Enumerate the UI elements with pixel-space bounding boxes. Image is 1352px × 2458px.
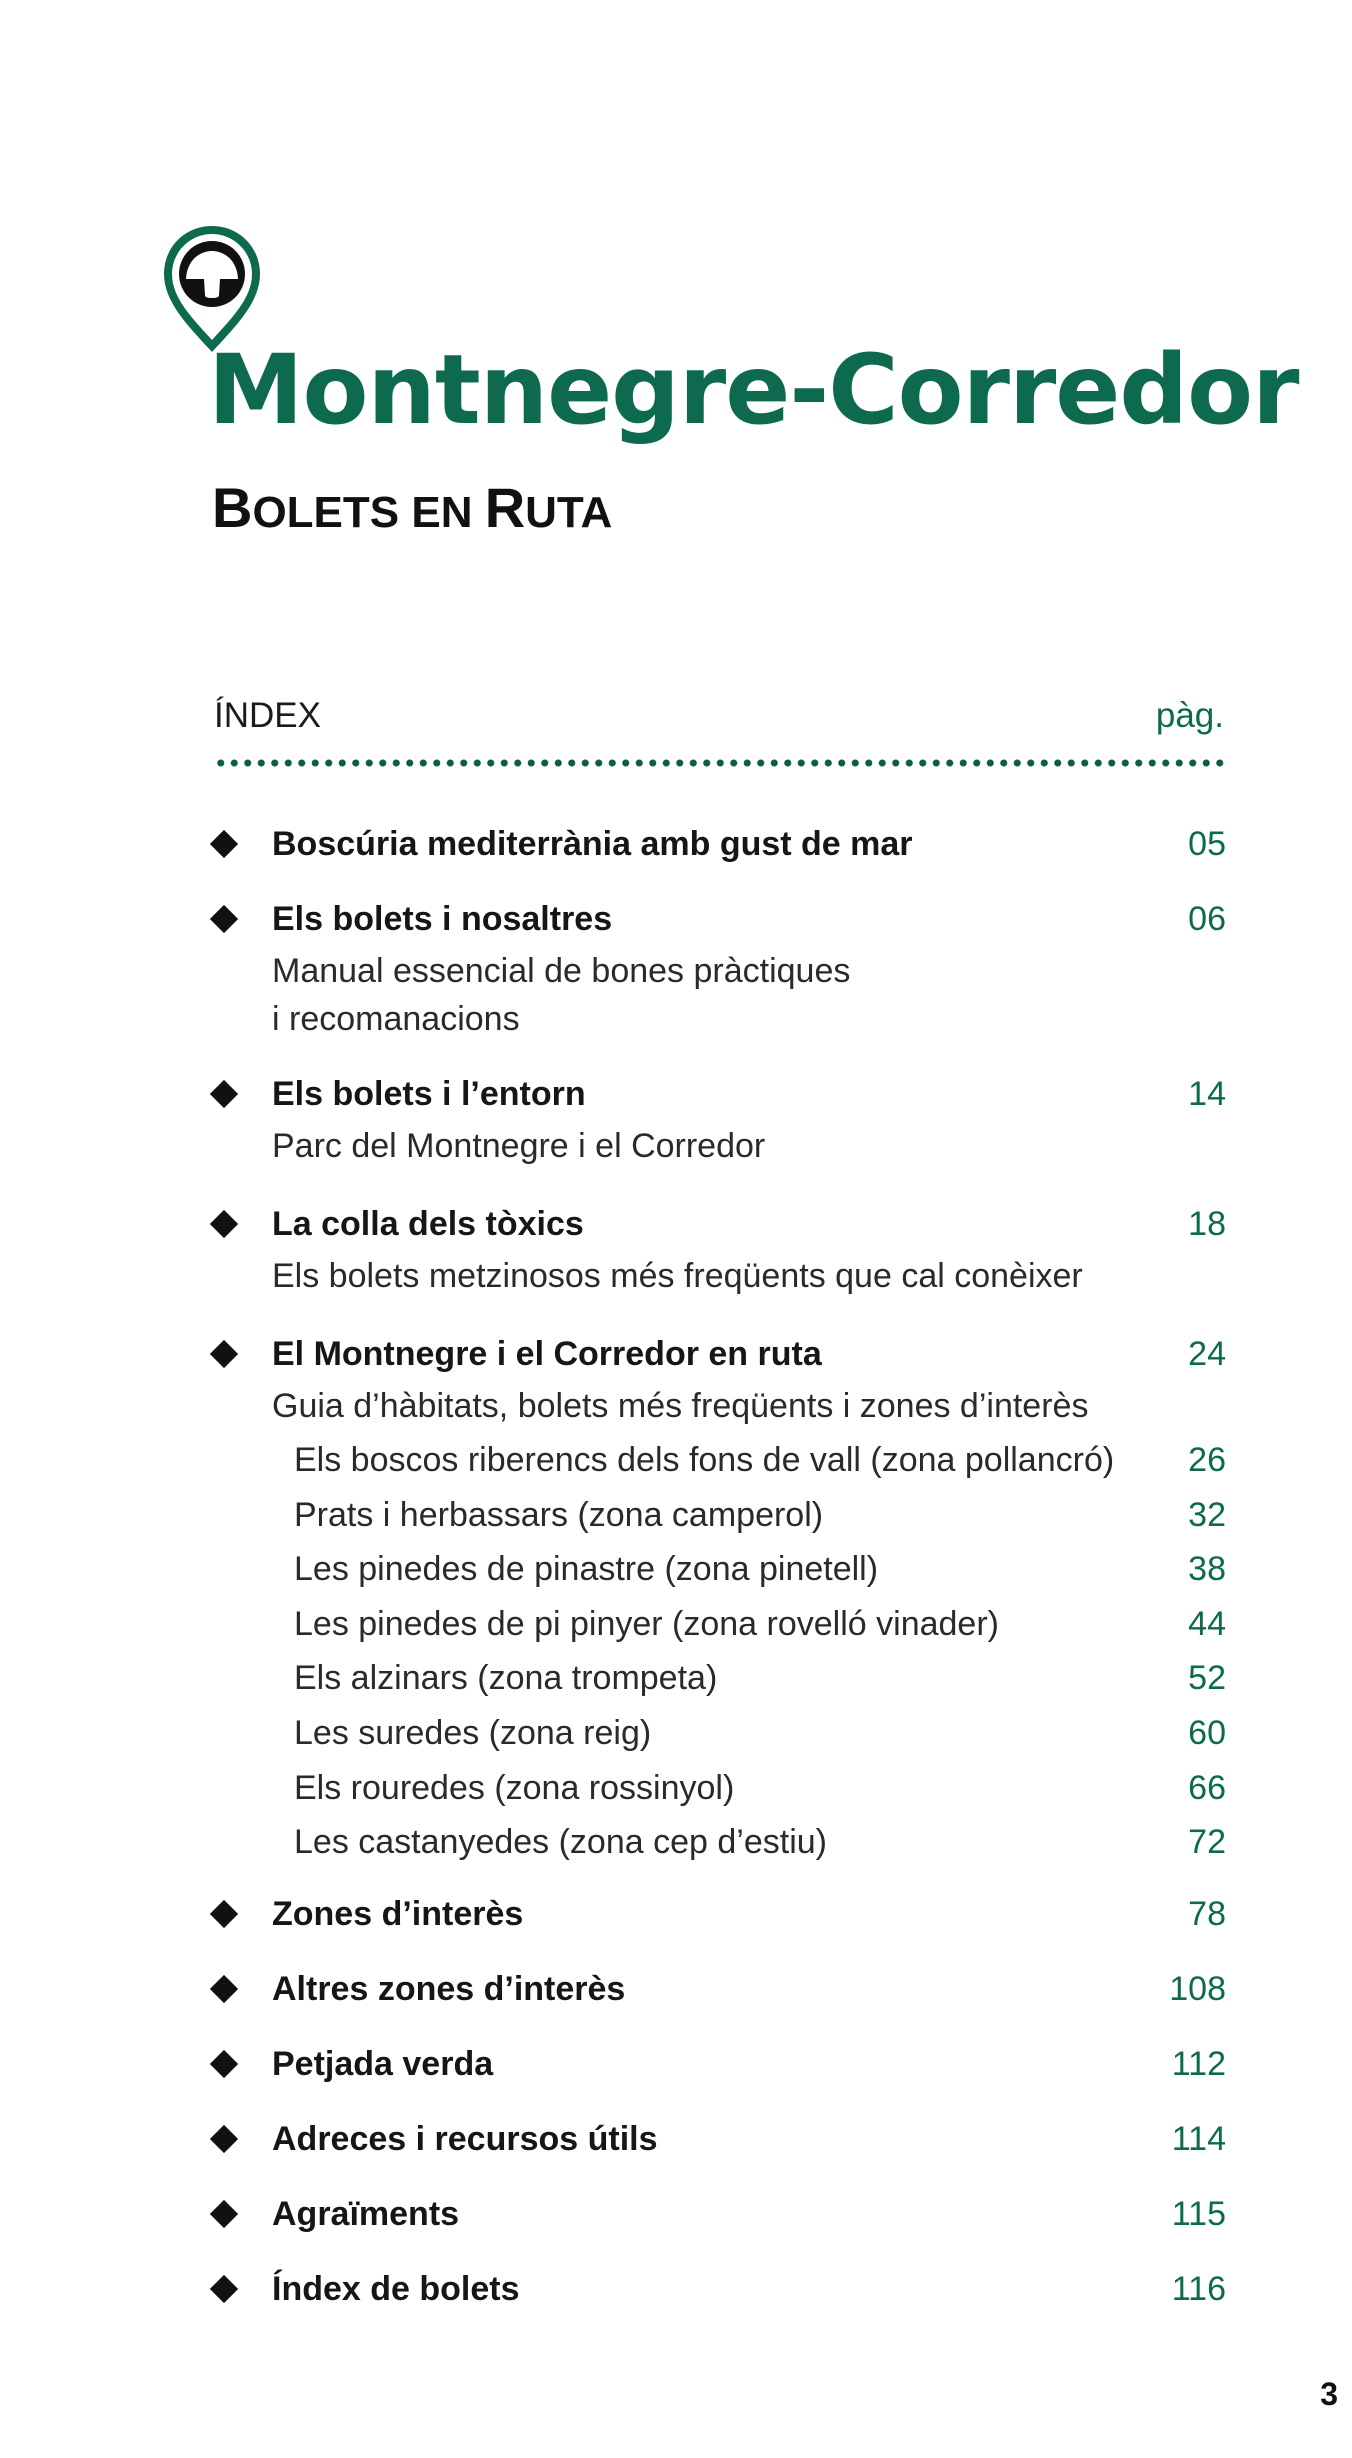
toc-entry-description — [214, 995, 1226, 1043]
toc-description-text: i recomanacions — [272, 1000, 520, 1038]
toc-entry-title: Adreces i recursos útils — [272, 2120, 658, 2158]
toc-subentry — [214, 1709, 1226, 1757]
toc-description-text: Parc del Montnegre i el Corredor — [272, 1127, 766, 1165]
toc-entry-page: 115 — [1171, 2195, 1226, 2233]
toc-subentry-title: Els alzinars (zona trompeta) — [294, 1659, 718, 1697]
toc-entry — [214, 2265, 1226, 2313]
toc-entry-page: 116 — [1171, 2270, 1226, 2308]
subtitle-initial-r: R — [484, 476, 526, 539]
toc-subentry-page: 72 — [1188, 1823, 1226, 1861]
toc-subentry-title: Els rouredes (zona rossinyol) — [294, 1769, 735, 1807]
diamond-bullet-icon — [210, 1080, 238, 1108]
diamond-bullet-icon — [210, 1975, 238, 2003]
toc-entry-page: 05 — [1188, 825, 1226, 863]
toc-subentry — [214, 1436, 1226, 1484]
toc-entry — [214, 2040, 1226, 2088]
toc-entry-title: Els bolets i l’entorn — [272, 1075, 586, 1113]
toc-subentry — [214, 1654, 1226, 1702]
toc-entry-page: 24 — [1188, 1335, 1226, 1373]
diamond-bullet-icon — [210, 2050, 238, 2078]
toc-subentry — [214, 1764, 1226, 1812]
toc-entry — [214, 2115, 1226, 2163]
toc-entry-title: Petjada verda — [272, 2045, 494, 2083]
toc-entry-description — [214, 1382, 1226, 1430]
toc-subentry — [214, 1600, 1226, 1648]
diamond-bullet-icon — [210, 2125, 238, 2153]
toc-subentry-page: 32 — [1188, 1496, 1226, 1534]
toc-entry-description — [214, 947, 1226, 995]
toc-subentry-title: Les suredes (zona reig) — [294, 1714, 652, 1752]
toc-entry-page: 18 — [1188, 1205, 1226, 1243]
diamond-bullet-icon — [210, 1210, 238, 1238]
toc-subentry-page: 26 — [1188, 1441, 1226, 1479]
toc-entry-page: 108 — [1169, 1970, 1226, 2008]
diamond-bullet-icon — [210, 1900, 238, 1928]
toc-subentry-title: Els boscos riberencs dels fons de vall (zona pollancró) — [294, 1441, 1115, 1479]
diamond-bullet-icon — [210, 2200, 238, 2228]
toc-subentry — [214, 1491, 1226, 1539]
diamond-bullet-icon — [210, 2275, 238, 2303]
page-column-label: pàg. — [1155, 696, 1224, 735]
toc-subentry — [214, 1818, 1226, 1866]
toc-description-text: Manual essencial de bones pràctiques — [272, 952, 851, 990]
toc-entry-title: Zones d’interès — [272, 1895, 524, 1933]
toc-entry-page: 78 — [1188, 1895, 1226, 1933]
toc-entry-description — [214, 1252, 1226, 1300]
subtitle-initial-b: B — [212, 476, 253, 539]
toc-entry — [214, 820, 1226, 868]
toc-entry-title: La colla dels tòxics — [272, 1205, 584, 1243]
toc-subentry-page: 52 — [1188, 1659, 1226, 1697]
toc-subentry-title: Les pinedes de pinastre (zona pinetell) — [294, 1550, 879, 1588]
subtitle-part-olets: OLETS EN — [252, 488, 485, 537]
toc-entry-title: El Montnegre i el Corredor en ruta — [272, 1335, 822, 1373]
toc-entry — [214, 895, 1226, 943]
index-label: ÍNDEX — [214, 696, 321, 735]
toc-subentry-title: Prats i herbassars (zona camperol) — [294, 1496, 824, 1534]
toc-description-text: Els bolets metzinosos més freqüents que cal conèixer — [272, 1257, 1083, 1295]
toc-subentry-page: 44 — [1188, 1605, 1226, 1643]
toc-entry-description — [214, 1122, 1226, 1170]
subtitle-part-uta: UTA — [525, 488, 613, 537]
toc-subentry-title: Les pinedes de pi pinyer (zona rovelló vinader) — [294, 1605, 999, 1643]
toc-entry — [214, 1890, 1226, 1938]
page-title: Montnegre-Corredor — [208, 334, 1299, 446]
toc-entry-page: 114 — [1171, 2120, 1226, 2158]
diamond-bullet-icon — [210, 830, 238, 858]
toc-subentry-page: 60 — [1188, 1714, 1226, 1752]
toc-subentry-page: 66 — [1188, 1769, 1226, 1807]
toc-entry — [214, 1965, 1226, 2013]
toc-entry-title: Els bolets i nosaltres — [272, 900, 613, 938]
toc-entry-page: 06 — [1188, 900, 1226, 938]
toc-entry — [214, 2190, 1226, 2238]
toc-entry-title: Agraïments — [272, 2195, 460, 2233]
toc-description-text: Guia d’hàbitats, bolets més freqüents i zones d’interès — [272, 1387, 1089, 1425]
toc-subentry-page: 38 — [1188, 1550, 1226, 1588]
toc-entry-title: Índex de bolets — [272, 2270, 520, 2308]
diamond-bullet-icon — [210, 1340, 238, 1368]
page-number: 3 — [1320, 2376, 1338, 2412]
toc-subentry — [214, 1545, 1226, 1593]
toc-entry-title: Altres zones d’interès — [272, 1970, 626, 2008]
toc-entry — [214, 1070, 1226, 1118]
toc-entry — [214, 1330, 1226, 1378]
toc-entry-title: Boscúria mediterrània amb gust de mar — [272, 825, 913, 863]
toc-entry-page: 14 — [1188, 1075, 1226, 1113]
toc-entry — [214, 1200, 1226, 1248]
toc-subentry-title: Les castanyedes (zona cep d’estiu) — [294, 1823, 827, 1861]
diamond-bullet-icon — [210, 905, 238, 933]
toc-entry-page: 112 — [1171, 2045, 1226, 2083]
